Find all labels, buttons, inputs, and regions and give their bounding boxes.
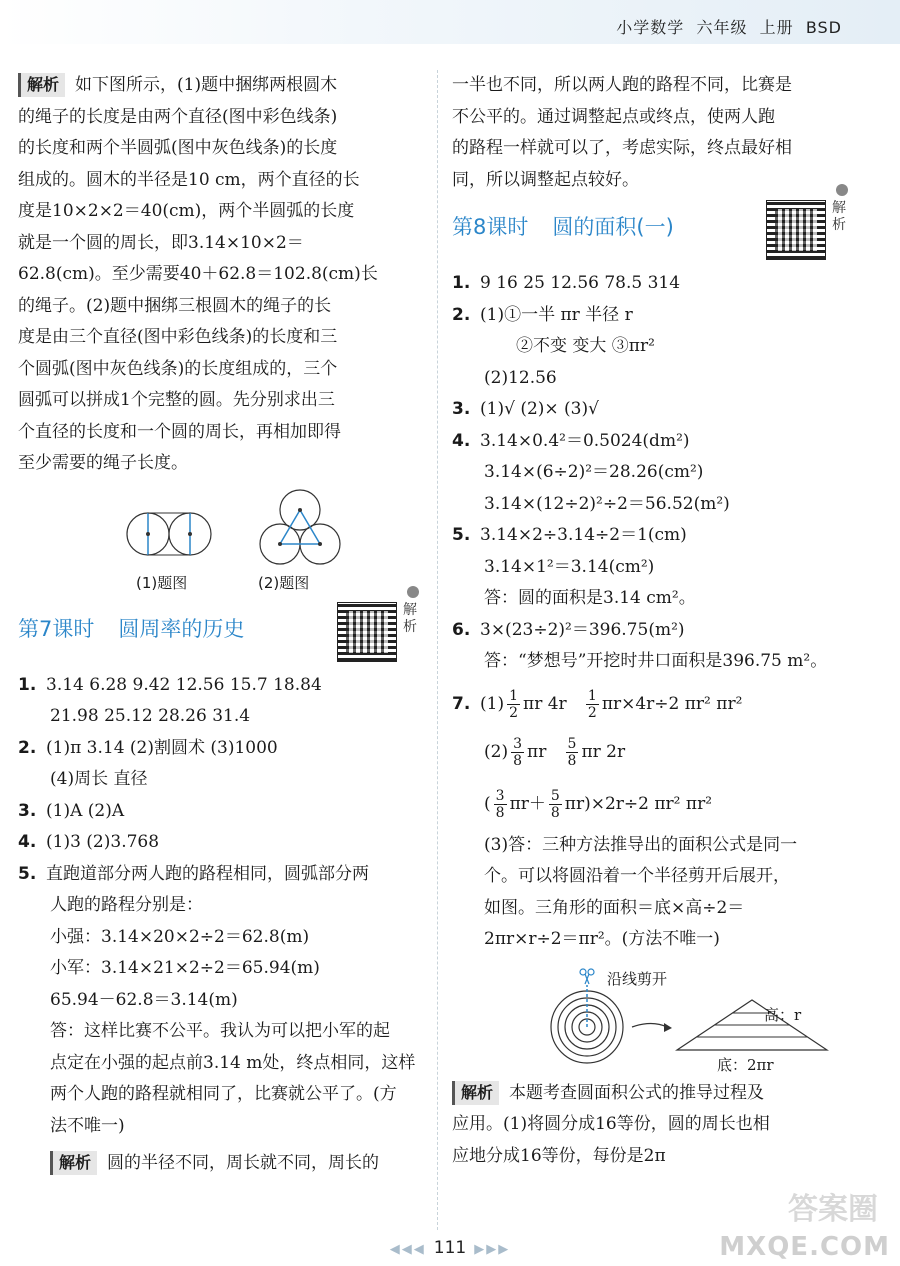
fraction: $\frac{3}{8}$ <box>495 787 505 821</box>
lesson-label: 第7课时 <box>18 616 95 641</box>
answer-text: 3.14×(6÷2)²＝28.26(cm²) <box>484 462 704 482</box>
cut-label: 沿线剪开 <box>607 969 668 988</box>
answer-text: 答：“梦想号”开挖时井口面积是396.75 m²。 <box>484 651 828 671</box>
analysis-text: 本题考查圆面积公式的推导过程及 <box>509 1082 765 1103</box>
answer-text: 答：这样比赛不公平。我认为可以把小军的起 <box>50 1021 390 1041</box>
answer-text: (3)答：三种方法推导出的面积公式是同一 <box>484 834 798 855</box>
analysis-tag: 解析 <box>50 1151 97 1175</box>
answer-text: 点定在小强的起点前3.14 m处，终点相同，这样 <box>50 1052 416 1073</box>
answer-text: πr)×2r÷2 πr² πr² <box>564 793 713 814</box>
answer-text: 两个人跑的路程就相同了，比赛就公平了。(方 <box>50 1084 397 1104</box>
answer-text: (1) <box>480 693 505 714</box>
analysis-text: 的路程一样就可以了，考虑实际，终点最好相 <box>452 138 792 158</box>
right-column <box>452 70 852 1172</box>
watermark-text: MXQE.COM <box>719 1232 890 1262</box>
question-number: 2. <box>452 304 471 325</box>
question-number: 7. <box>452 693 471 714</box>
header-title: 小学数学 六年级 上册 BSD <box>616 18 842 37</box>
answer-text: 法不唯一) <box>50 1115 125 1136</box>
fraction: $\frac{5}{8}$ <box>567 735 577 769</box>
analysis-tag: 解析 <box>452 1081 499 1105</box>
analysis-text: 度是由三个直径(图中彩色线条)的长度和三 <box>18 327 338 347</box>
figure-caption-2: (2)题图 <box>258 573 310 592</box>
scissors-icon <box>580 969 594 984</box>
analysis-text: 度是10×2×2＝40(cm)，两个半圆弧的长度 <box>18 201 355 221</box>
analysis-text: 同，所以调整起点较好。 <box>452 169 639 190</box>
answer-text: 3.14×(12÷2)²÷2＝56.52(m²) <box>484 493 730 514</box>
question-number: 5. <box>452 525 471 545</box>
arrow-icon <box>632 1023 667 1027</box>
answer-text: 小强：3.14×20×2÷2＝62.8(m) <box>50 926 310 947</box>
answer-text: πr 2r <box>581 741 626 762</box>
answer-text: 65.94－62.8＝3.14(m) <box>50 989 238 1010</box>
answer-text: πr×4r÷2 πr² πr² <box>601 693 743 714</box>
left-column <box>18 70 423 1180</box>
lesson-title: 圆周率的历史 <box>118 616 245 641</box>
question-number: 4. <box>18 832 37 852</box>
question-number: 3. <box>18 800 37 821</box>
answer-text: ②不变 变大 ③πr² <box>516 336 655 356</box>
analysis-text: 就是一个圆的周长，即3.14×10×2＝ <box>18 232 304 253</box>
page-header <box>0 0 900 44</box>
analysis-text: 62.8(cm)。至少需要40＋62.8＝102.8(cm)长 <box>18 264 378 284</box>
lesson-heading-7 <box>18 602 423 662</box>
qr-label: 解析 <box>832 200 846 233</box>
three-logs-figure <box>260 490 340 564</box>
answer-text: πr 4r <box>523 693 567 714</box>
answer-text: 21.98 25.12 28.26 31.4 <box>50 706 251 726</box>
qr-code-icon[interactable] <box>337 602 397 662</box>
answer-text: 3×(23÷2)²＝396.75(m²) <box>480 619 685 640</box>
question-number: 3. <box>452 399 471 419</box>
analysis-text: 组成的。圆木的半径是10 cm，两个直径的长 <box>18 169 360 190</box>
play-icon <box>407 586 419 598</box>
answer-text: (2) <box>484 741 509 762</box>
fraction: $\frac{3}{8}$ <box>513 735 523 769</box>
analysis-text: 个直径的长度和一个圆的周长，再相加即得 <box>18 421 341 442</box>
answer-text: ( <box>484 793 491 814</box>
analysis-text: 圆弧可以拼成1个完整的圆。先分别求出三 <box>18 390 335 410</box>
question-number: 5. <box>18 863 37 884</box>
answer-text: 直跑道部分两人跑的路程相同，圆弧部分两 <box>46 863 369 884</box>
analysis-text: 如下图所示，(1)题中捆绑两根圆木 <box>75 75 338 95</box>
two-logs-figure <box>127 513 211 555</box>
answer-text: πr＋ <box>509 793 546 814</box>
answer-text: 3.14×0.4²＝0.5024(dm²) <box>480 430 690 451</box>
lesson-heading-8 <box>452 200 852 260</box>
analysis-text: 的长度和两个半圆弧(图中灰色线条)的长度 <box>18 138 338 158</box>
answer-text: 小军：3.14×21×2÷2＝65.94(m) <box>50 958 320 978</box>
page-number: 111 <box>433 1238 467 1258</box>
lesson-label: 第8课时 <box>452 215 529 239</box>
analysis-text: 不公平的。通过调整起点或终点，使两人跑 <box>452 106 775 127</box>
answer-text: 9 16 25 12.56 78.5 314 <box>480 273 681 293</box>
analysis-text: 应地分成16等份，每份是2π <box>452 1145 666 1166</box>
analysis-text: 圆的半径不同，周长就不同，周长的 <box>107 1153 380 1173</box>
answer-text: 人跑的路程分别是： <box>50 895 203 915</box>
fraction: $\frac{5}{8}$ <box>550 787 560 821</box>
question-number: 1. <box>452 273 471 293</box>
analysis-text: 至少需要的绳子长度。 <box>18 453 188 473</box>
answer-text: πr <box>527 741 547 762</box>
unrolled-triangle <box>677 1000 827 1050</box>
question-number: 4. <box>452 430 471 451</box>
answer-text: (4)周长 直径 <box>50 769 148 789</box>
circle-cut-figure <box>452 962 852 1072</box>
answer-text: 如图。三角形的面积＝底×高÷2＝ <box>484 897 745 918</box>
answer-text: (1)√ (2)× (3)√ <box>480 399 599 419</box>
logs-figure <box>18 488 423 598</box>
analysis-text: 的绳子。(2)题中捆绑三根圆木的绳子的长 <box>18 295 332 316</box>
qr-code-icon[interactable] <box>766 200 826 260</box>
answer-text: (1)A (2)A <box>46 800 125 821</box>
answer-text: 个。可以将圆沿着一个半径剪开后展开， <box>484 866 790 886</box>
answer-text: (1)π 3.14 (2)割圆术 (3)1000 <box>46 737 278 758</box>
watermark-logo: 答案圈 <box>788 1192 878 1227</box>
next-arrows-icon: ▶▶▶ <box>474 1242 511 1257</box>
lesson-title: 圆的面积(一) <box>552 215 674 239</box>
fraction: $\frac{1}{2}$ <box>509 687 519 721</box>
qr-label: 解析 <box>403 601 417 635</box>
concentric-circles <box>551 985 623 1063</box>
prev-arrows-icon: ◀◀◀ <box>389 1242 426 1257</box>
fraction: $\frac{1}{2}$ <box>587 687 597 721</box>
analysis-text: 应用。(1)将圆分成16等份，圆的周长也相 <box>452 1114 770 1134</box>
analysis-text: 的绳子的长度是由两个直径(图中彩色线条) <box>18 106 338 127</box>
answer-text: 答：圆的面积是3.14 cm²。 <box>484 588 696 608</box>
answer-text: 3.14×1²＝3.14(cm²) <box>484 556 655 577</box>
column-divider <box>437 70 438 1230</box>
analysis-text: 个圆弧(图中灰色线条)的长度组成的，三个 <box>18 358 338 379</box>
logs-diagram <box>18 488 423 598</box>
answer-text: 3.14×2÷3.14÷2＝1(cm) <box>480 525 687 545</box>
question-number: 2. <box>18 737 37 758</box>
analysis-tag: 解析 <box>18 73 65 97</box>
question-number: 1. <box>18 674 37 695</box>
answer-text: (1)3 (2)3.768 <box>46 832 160 852</box>
figure-caption-1: (1)题图 <box>136 573 188 592</box>
answer-text: (1)①一半 πr 半径 r <box>480 304 633 325</box>
question-number: 6. <box>452 619 471 640</box>
answer-text: 3.14 6.28 9.42 12.56 15.7 18.84 <box>46 674 322 695</box>
answer-text: 2πr×r÷2＝πr²。(方法不唯一) <box>484 929 720 949</box>
base-label: 底：2πr <box>717 1055 774 1074</box>
analysis-text: 一半也不同，所以两人跑的路程不同，比赛是 <box>452 75 792 95</box>
play-icon <box>836 184 848 196</box>
height-label: 高：r <box>764 1005 802 1024</box>
answer-text: (2)12.56 <box>484 367 557 388</box>
